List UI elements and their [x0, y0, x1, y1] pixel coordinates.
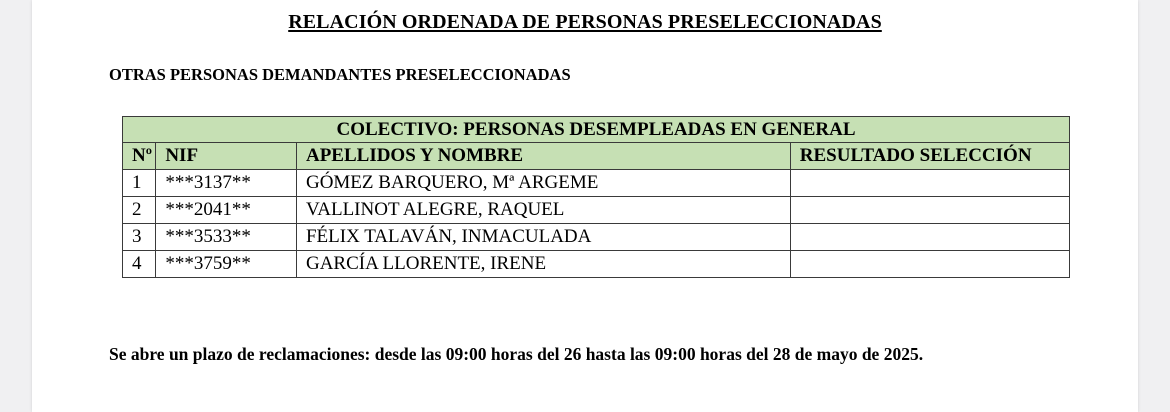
document-subtitle: OTRAS PERSONAS DEMANDANTES PRESELECCIONADAS	[109, 65, 571, 84]
row-nif: ***3533**	[156, 224, 297, 251]
table-row	[123, 170, 1070, 197]
table-row	[123, 224, 1070, 251]
row-number: 3	[123, 224, 156, 251]
row-number: 4	[123, 251, 156, 278]
row-result	[790, 197, 1069, 224]
document-title: RELACIÓN ORDENADA DE PERSONAS PRESELECCIONADAS	[288, 11, 882, 33]
row-nif: ***3137**	[156, 170, 297, 197]
row-result	[790, 224, 1069, 251]
row-name: VALLINOT ALEGRE, RAQUEL	[296, 197, 790, 224]
table-group-header-row	[123, 117, 1070, 143]
row-nif: ***2041**	[156, 197, 297, 224]
document-page	[32, 0, 1138, 412]
table-row	[123, 197, 1070, 224]
row-number: 2	[123, 197, 156, 224]
row-name: FÉLIX TALAVÁN, INMACULADA	[296, 224, 790, 251]
table-row	[123, 251, 1070, 278]
row-result	[790, 251, 1069, 278]
table-header-row	[123, 143, 1070, 170]
row-name: GÓMEZ BARQUERO, Mª ARGEME	[296, 170, 790, 197]
row-result	[790, 170, 1069, 197]
row-number: 1	[123, 170, 156, 197]
table-group-header: COLECTIVO: PERSONAS DESEMPLEADAS EN GENERAL	[123, 117, 1070, 143]
claims-notice: Se abre un plazo de reclamaciones: desde las 09:00 horas del 26 hasta las 09:00 horas del 28 de mayo de 2025.	[109, 344, 924, 364]
column-header-result: RESULTADO SELECCIÓN	[790, 143, 1069, 170]
preselected-table	[122, 116, 1070, 278]
row-nif: ***3759**	[156, 251, 297, 278]
column-header-nif: NIF	[156, 143, 297, 170]
row-name: GARCÍA LLORENTE, IRENE	[296, 251, 790, 278]
column-header-name: APELLIDOS Y NOMBRE	[296, 143, 790, 170]
column-header-number: Nº	[123, 143, 156, 170]
